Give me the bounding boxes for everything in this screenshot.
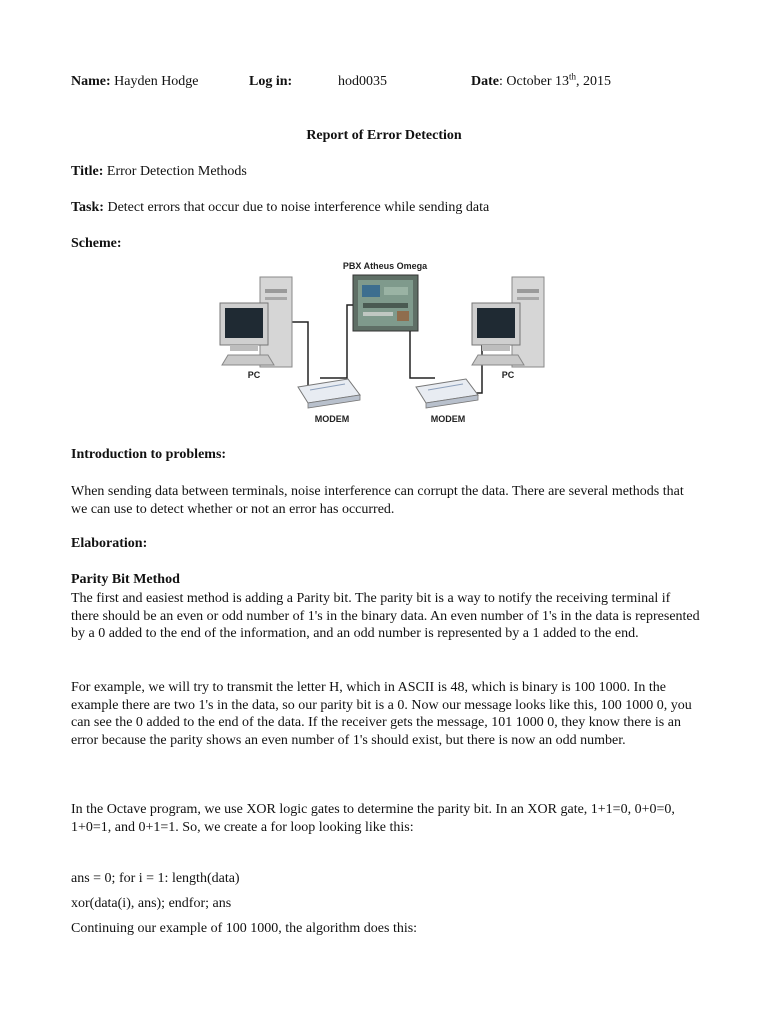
task-label: Task: [71, 200, 104, 215]
date-label: Date [471, 74, 499, 89]
code-line-2: xor(data(i), ans); endfor; ans [71, 896, 232, 911]
report-title: Report of Error Detection [306, 128, 462, 143]
task-row [71, 200, 489, 216]
name-label: Name: [71, 74, 111, 89]
task-value: Detect errors that occur due to noise interference while sending data [107, 200, 490, 215]
parity-paragraph-3: In the Octave program, we use XOR logic gates to determine the parity bit. In an XOR gate, 1+1=0, 0+0=0, 1+0=1, and 0+1=1. So, we create a for loop looking like this: [71, 802, 675, 835]
date-suffix: th [568, 71, 576, 82]
scheme-diagram [210, 255, 560, 430]
intro-heading: Introduction to problems: [71, 447, 227, 462]
parity-paragraph-1: The first and easiest method is adding a Parity bit. The parity bit is a way to notify the receiving terminal if there should be an even or odd number of 1's in the binary data. An even number of 1's in the data is represented by a 0 added to the end of the information, and an odd number is represented by a 1 added to the end. [71, 591, 700, 641]
scheme-label: Scheme: [71, 236, 122, 251]
date-year: , 2015 [576, 74, 611, 89]
code-line-1: ans = 0; for i = 1: length(data) [71, 871, 240, 886]
elaboration-heading: Elaboration: [71, 536, 148, 551]
login-value: hod0035 [338, 74, 387, 89]
title-label: Title: [71, 164, 104, 179]
parity-heading: Parity Bit Method [71, 572, 180, 587]
date-field [471, 71, 611, 90]
modem-left-label: MODEM [314, 414, 350, 424]
parity-paragraph-4: Continuing our example of 100 1000, the algorithm does this: [71, 921, 418, 936]
modem-right-icon [416, 379, 478, 408]
title-value: Error Detection Methods [106, 164, 247, 179]
login-label: Log in: [249, 74, 293, 89]
pc-left-icon [220, 277, 292, 367]
title-row [71, 164, 247, 180]
pc-right-label: PC [501, 370, 515, 380]
modem-right-label: MODEM [430, 414, 466, 424]
name-value: Hayden Hodge [114, 74, 199, 89]
parity-paragraph-2: For example, we will try to transmit the letter H, which in ASCII is 48, which is binary is 100 1000. In the example there are two 1's in the data, so our parity bit is a 0. Now our message looks like this, 100 1000 0, you can see the 0 added to the end of the data. If the receiver gets the message, 101 1000 0, they know there is an error because the parity shows an even number of 1's should exist, but there is now an odd number. [71, 680, 692, 748]
pc-left-label: PC [247, 370, 261, 380]
intro-text: When sending data between terminals, noise interference can corrupt the data. There are several methods that we can use to detect whether or not an error has occurred. [71, 484, 684, 517]
date-value: : October 13 [499, 74, 569, 89]
pbx-device-icon [353, 275, 418, 331]
pc-right-icon [472, 277, 544, 367]
name-field [71, 74, 199, 90]
pbx-label: PBX Atheus Omega [342, 261, 428, 271]
